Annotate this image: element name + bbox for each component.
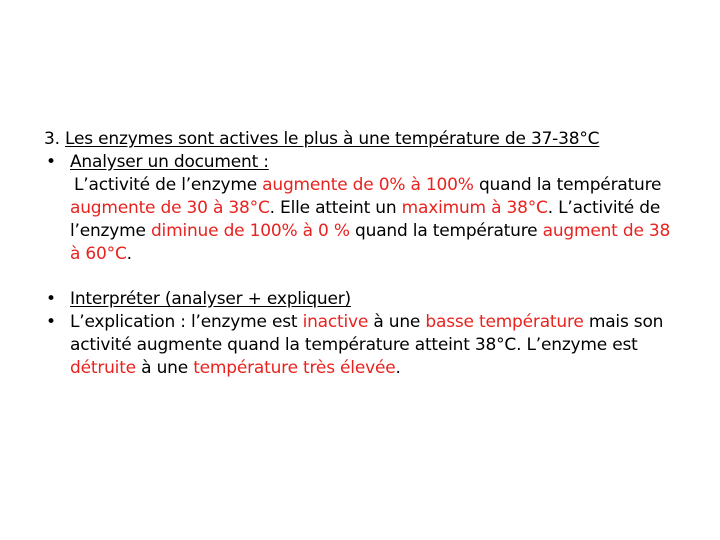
analyse-highlight: diminue de 100% à 0 % [150,221,350,241]
explication-text: . [395,358,401,378]
bullet-icon: • [46,289,56,309]
analyse-highlight: augmente de 0% à 100% [262,175,474,195]
analyse-text: . Elle atteint un [269,198,402,218]
analyse-text: L’activité de l’enzyme [74,175,263,195]
analyse-text: quand la température [349,221,543,241]
analyse-text: quand la température [473,175,662,195]
analyse-highlight: maximum à 38°C [401,198,548,218]
explication-text: L’explication : l’enzyme est [70,312,303,332]
analyse-paragraph [44,174,684,266]
analyse-text: . L’activité de l’enzyme [70,198,661,241]
explication-highlight: inactive [302,312,369,332]
point-3-text: Les enzymes sont actives le plus à une température de 37-38°C [65,129,600,149]
spacer [44,266,684,288]
analyse-highlight: augment de 38 à 60°C [70,221,671,264]
bullet-explication [44,311,684,380]
explication-text: mais son activité augmente quand la température atteint 38°C. L’enzyme est [70,312,664,355]
bullet-icon: • [46,152,56,172]
analyser-label: Analyser un document : [70,152,269,172]
explication-highlight: détruite [70,358,136,378]
slide-body [44,128,684,380]
analyse-text: . [126,244,132,264]
point-3 [44,128,684,151]
explication-text: à une [135,358,194,378]
analyse-highlight: augmente de 30 à 38°C [70,198,270,218]
interpreter-label: Interpréter (analyser + expliquer) [70,289,351,309]
bullet-icon: • [46,312,56,332]
explication-highlight: basse température [425,312,584,332]
explication-text: à une [368,312,426,332]
explication-highlight: température très élevée [193,358,396,378]
bullet-interpreter [44,288,684,311]
point-number: 3. [44,129,60,149]
bullet-analyser [44,151,684,174]
